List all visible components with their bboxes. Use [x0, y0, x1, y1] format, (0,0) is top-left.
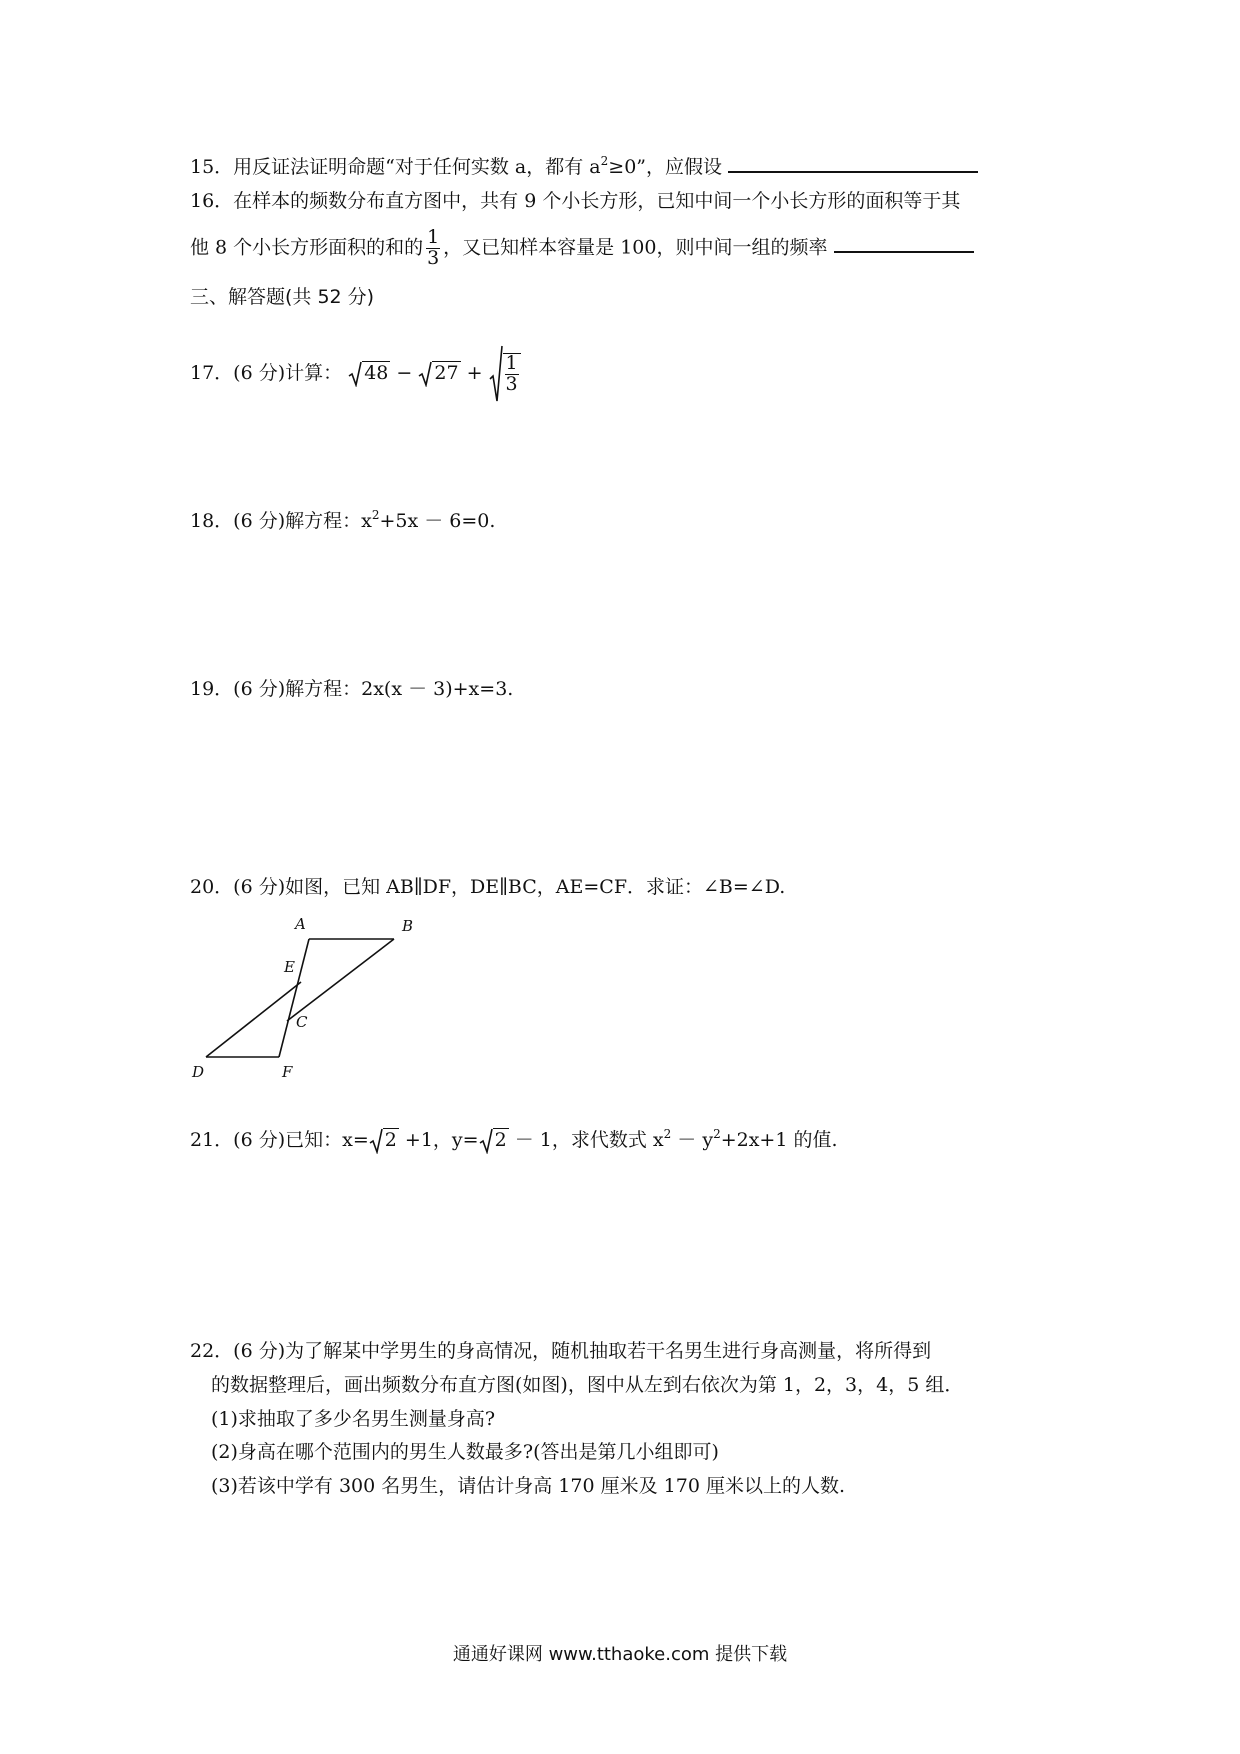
q15-answer-blank[interactable] [728, 171, 978, 173]
q21-p4: － y [671, 1129, 714, 1151]
q21-r2: 2 [494, 1129, 507, 1151]
q17-prefix: 17．(6 分)计算： [190, 362, 343, 384]
q21-sup2: 2 [713, 1127, 721, 1141]
q16-line2b: ，又已知样本容量是 100，则中间一组的频率 [443, 236, 828, 259]
q21-p1: 21．(6 分)已知：x= [190, 1129, 369, 1151]
question-16-line1: 16．在样本的频数分布直方图中，共有 9 个小长方形，已知中间一个小长方形的面积等于其 [190, 190, 961, 212]
radical-icon [479, 1128, 493, 1154]
q21-r1: 2 [384, 1129, 397, 1151]
q17-op1: − [396, 362, 413, 384]
sqrt-2-a [369, 1128, 399, 1154]
question-20: 20．(6 分)如图，已知 AB∥DF，DE∥BC，AE=CF．求证：∠B=∠D. [190, 876, 786, 898]
q17-f-den: 3 [505, 373, 518, 395]
question-22-sub1: (1)求抽取了多少名男生测量身高? [211, 1408, 496, 1430]
q16-frac-num: 1 [427, 226, 440, 248]
q21-p2: +1，y= [398, 1129, 479, 1151]
q16-frac-den: 3 [427, 246, 440, 269]
page-footer: 通通好课网 www.tthaoke.com 提供下载 [452, 1644, 788, 1665]
q15-text2: ≥0”，应假设 [608, 156, 723, 178]
q16-fraction [426, 228, 440, 269]
question-22-line1: 22．(6 分)为了解某中学男生的身高情况，随机抽取若干名男生进行身高测量，将所得到 [190, 1340, 932, 1362]
q15-text: 15．用反证法证明命题“对于任何实数 a，都有 a [190, 156, 601, 178]
q21-p3: － 1，求代数式 x [508, 1129, 664, 1151]
label-d: D [192, 1063, 205, 1081]
q17-r2: 27 [434, 362, 459, 384]
radical-icon [369, 1128, 383, 1154]
question-21 [190, 1128, 838, 1154]
sqrt-one-third [489, 345, 521, 403]
q16-line2a: 他 8 个小长方形面积的和的 [190, 236, 424, 259]
radical-icon [348, 361, 362, 387]
q18-text2: +5x － 6=0. [379, 510, 496, 532]
question-22-sub3: (3)若该中学有 300 名男生，请估计身高 170 厘米及 170 厘米以上的人数. [211, 1475, 845, 1497]
q17-fraction [503, 353, 521, 395]
q17-f-num: 1 [505, 352, 518, 375]
question-18 [190, 508, 496, 532]
q18-text: 18．(6 分)解方程：x [190, 510, 372, 532]
label-f: F [282, 1063, 293, 1081]
label-c: C [296, 1013, 308, 1031]
sqrt-27 [418, 361, 460, 387]
radical-icon [418, 361, 432, 387]
q21-p5: +2x+1 的值. [720, 1129, 838, 1151]
question-22-sub2: (2)身高在哪个范围内的男生人数最多?(答出是第几小组即可) [211, 1441, 719, 1463]
question-17 [190, 345, 521, 403]
section-3-title: 三、解答题(共 52 分) [190, 286, 375, 308]
q15-sup: 2 [600, 154, 609, 168]
question-15 [190, 154, 978, 178]
radical-icon [489, 345, 503, 403]
question-22-line2: 的数据整理后，画出频数分布直方图(如图)，图中从左到右依次为第 1，2，3，4，5 组． [211, 1374, 964, 1396]
q17-r1: 48 [364, 362, 389, 384]
sqrt-2-b [479, 1128, 509, 1154]
label-b: B [402, 917, 414, 935]
q16-answer-blank[interactable] [834, 251, 974, 253]
question-19: 19．(6 分)解方程：2x(x － 3)+x=3. [190, 678, 514, 700]
question-16-line2 [190, 228, 974, 269]
label-a: A [295, 915, 306, 933]
sqrt-48 [348, 361, 390, 387]
q21-sup1: 2 [663, 1127, 672, 1141]
geometry-figure [188, 915, 438, 1085]
q18-sup: 2 [371, 508, 380, 522]
q17-op2: + [466, 362, 483, 384]
label-e: E [284, 958, 295, 976]
